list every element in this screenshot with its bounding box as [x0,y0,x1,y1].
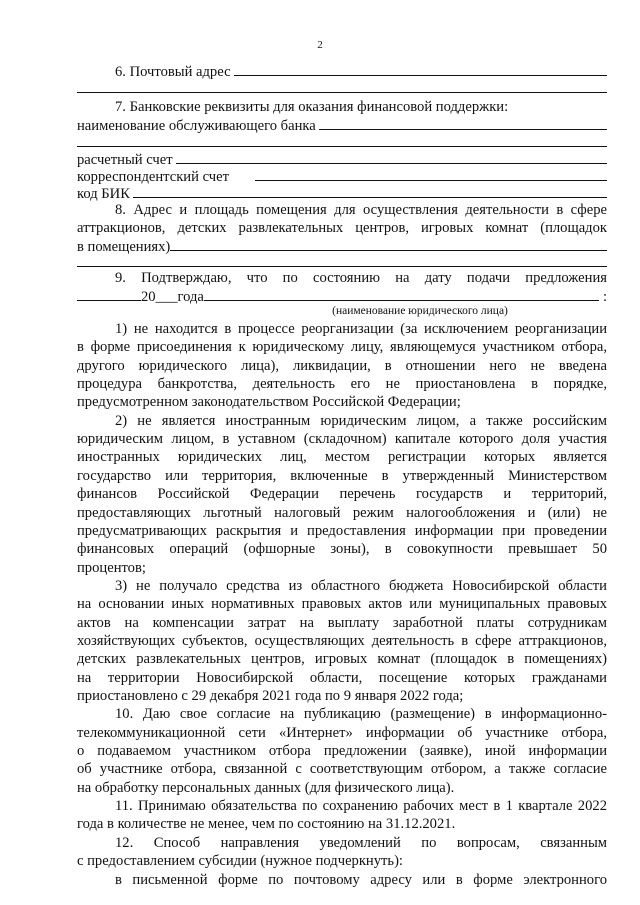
date-day-field[interactable] [77,288,141,301]
body-line: 3) не получало средства из областного бюджета Новосибирской области [115,577,607,594]
body-line: предусматривающих раскрытия и предоставления информации при проведении [77,522,607,539]
bank-name-row [77,116,607,135]
account-label: расчетный счет [77,152,173,168]
body-line: об участнике отбора, связанной с соответствующим отбором, а также согласие [77,761,607,778]
legal-entity-caption: (наименование юридического лица) [332,305,508,317]
body-line: иностранных юридических лиц, местом регистрации которых является [77,449,607,466]
body-line: 2) не является иностранным юридическим лицом, а также российским [115,412,607,429]
bank-name-label: наименование обслуживающего банка [77,118,316,134]
body-line: на обработку персональных данных (для физического лица). [77,779,455,796]
body-line: хозяйствующих субъектов, осуществляющих деятельность в сфере аттракционов, [77,632,607,649]
corr-account-field[interactable] [255,167,607,181]
date-year-text: 20___года [141,289,204,305]
confirm-line-1: 9. Подтверждаю, что по состоянию на дату подачи предложения [115,270,607,286]
premises-line-3-text: в помещениях) [77,239,171,255]
corr-account-label: корреспондентский счет [77,169,229,185]
premises-field[interactable] [170,237,607,251]
body-line: другого юридического лица), ликвидации, в отношении него не введена [77,357,607,374]
bik-label: код БИК [77,186,130,202]
premises-line-3 [77,237,607,256]
confirm-date-row: 20___года : [77,287,607,306]
body-line: в форме присоединения к юридическому лицу, являющемуся участником отбора, [77,339,607,356]
account-field[interactable] [176,150,607,164]
bank-name-field-line2[interactable] [77,146,607,147]
body-line: 11. Принимаю обязательства по сохранению рабочих мест в 1 квартале 2022 [115,798,607,815]
body-line: о подаваемом участником отбора предложении (заявке), иной информации [77,743,607,760]
body-line: процентов; [77,559,146,576]
body-line: юридическим лицом, в уставном (складочном) капитале которого доля участия [77,431,607,448]
body-line: государство или территория, включенные в утвержденный Министерством [77,467,607,484]
legal-entity-name-field[interactable] [204,287,599,301]
premises-line-1: 8. Адрес и площадь помещения для осуществления деятельности в сфере [115,202,607,218]
body-line: актов на компенсации затрат на выплату заработной платы сотрудникам [77,614,607,631]
body-line: финансовых операций (офшорные зоны), в совокупности превышает 50 [77,541,607,558]
postal-address-field-line2[interactable] [77,92,607,93]
body-line: 10. Даю свое согласие на публикацию (размещение) в информационно- [115,706,607,723]
body-line: предусмотренном законодательством Российской Федерации; [77,394,461,411]
body-line: финансов Российской Федерации перечень государств и территорий, [77,486,607,503]
body-line: на территории Новосибирской области, посещение которых гражданами [77,669,607,686]
body-line: 1) не находится в процессе реорганизации (за исключением реорганизации [115,321,607,337]
premises-line-2: аттракционов, детских развлекательных центров, игровых комнат (площадок [77,220,607,236]
bank-name-field[interactable] [319,116,607,130]
body-line: на основании иных нормативных правовых актов или муниципальных правовых [77,596,607,613]
body-line: года в количестве не менее, чем по состоянию на 31.12.2021. [77,816,456,833]
postal-address-label: 6. Почтовый адрес [115,64,231,80]
bank-details-heading: 7. Банковские реквизиты для оказания финансовой поддержки: [115,99,509,115]
body-line: приостановлено с 29 декабря 2021 года по 9 января 2022 года; [77,688,464,704]
body-line: 12. Способ направления уведомлений по вопросам, связанным [115,834,607,851]
premises-field-line2[interactable] [77,266,607,267]
body-line: процедура банкротства, деятельность его не приостановлена в порядке, [77,376,607,393]
postal-address-row [115,62,607,81]
body-line: телекоммуникационной сети «Интернет» информации об участнике отбора, [77,724,607,741]
body-line: детских развлекательных центров, игровых комнат (площадок в помещениях) [77,651,607,668]
body-line: с предоставлением субсидии (нужное подчеркнуть): [77,853,403,870]
bik-field[interactable] [133,184,607,198]
body-line: в письменной форме по почтовому адресу или в форме электронного [115,871,607,888]
body-line: предоставляющих льготный налоговый режим налогообложения и (или) не [77,504,607,521]
page-number: 2 [317,39,323,51]
postal-address-field[interactable] [234,62,607,76]
